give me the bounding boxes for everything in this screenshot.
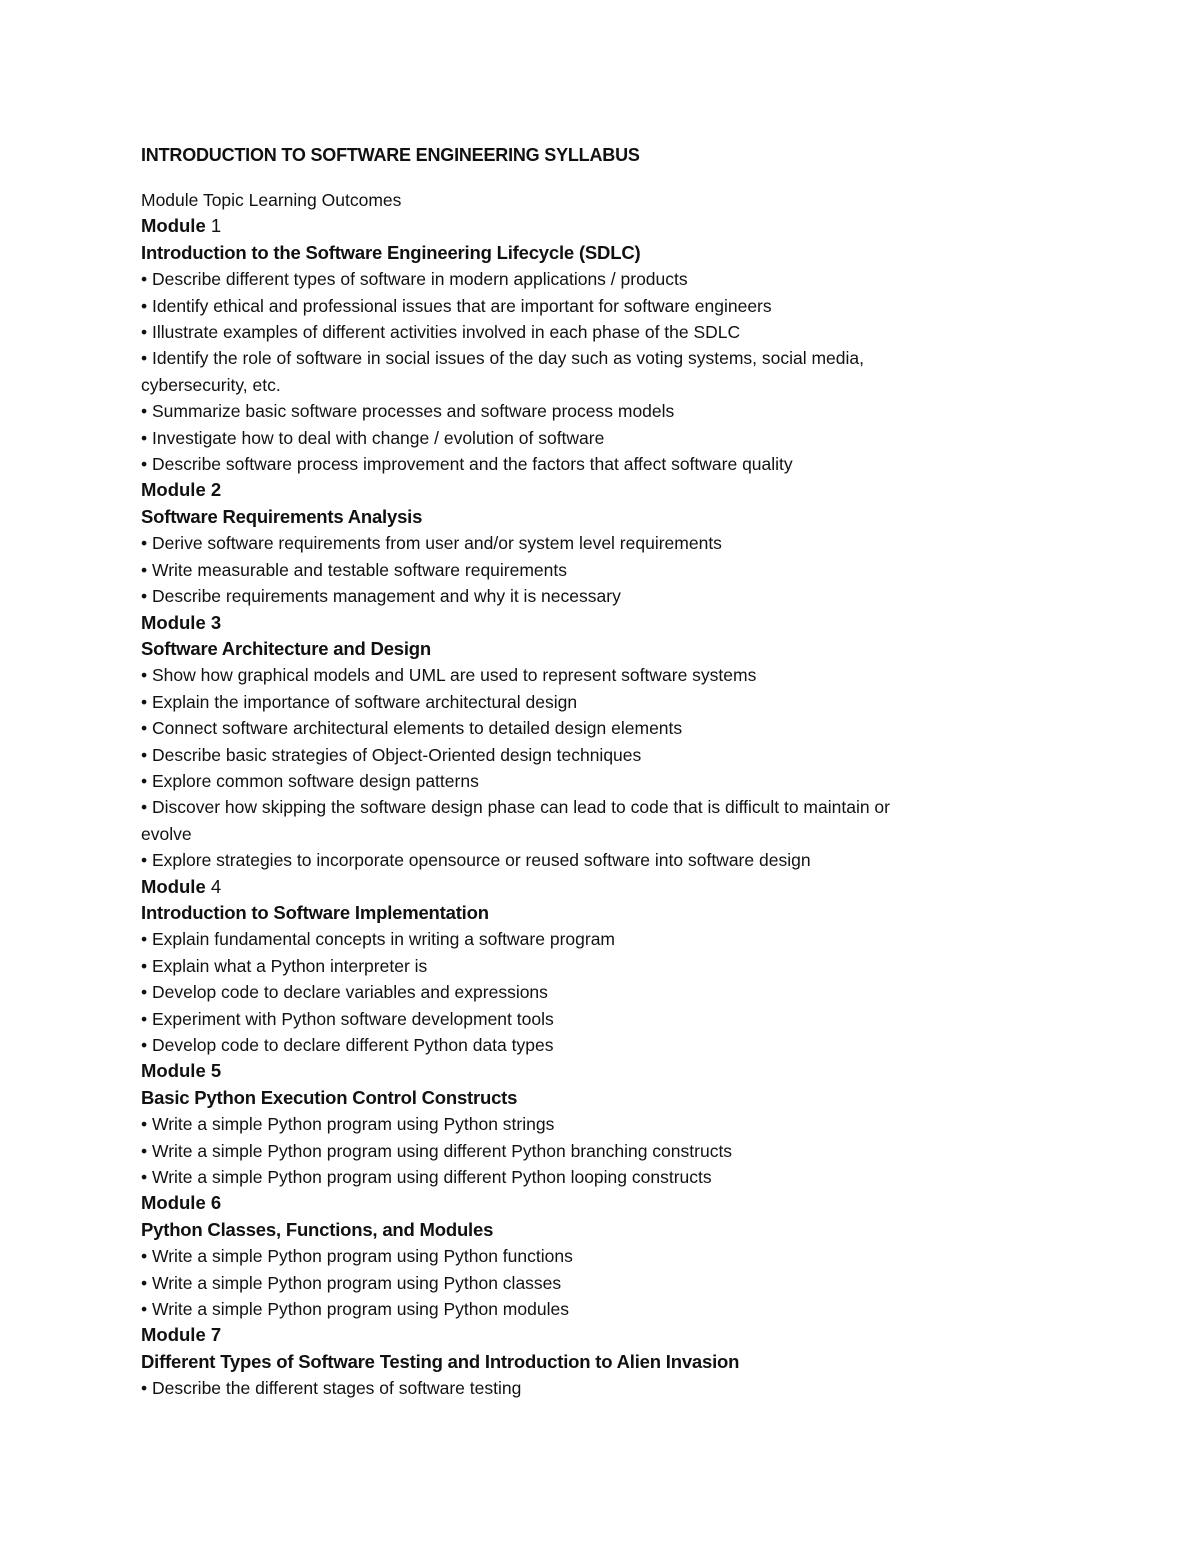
module-7-section xyxy=(141,1322,1061,1401)
learning-outcome: • Experiment with Python software development tools xyxy=(141,1008,554,1029)
module-2-section xyxy=(141,477,1061,609)
continuation-text: cybersecurity, etc. xyxy=(141,374,281,395)
learning-outcome-continuation xyxy=(141,372,1061,398)
learning-outcome: • Develop code to declare variables and expressions xyxy=(141,982,548,1003)
module-3-label xyxy=(141,610,1061,636)
learning-outcome-continuation xyxy=(141,821,1061,847)
learning-outcome: • Explain what a Python interpreter is xyxy=(141,955,428,976)
learning-outcome: • Identify ethical and professional issues that are important for software engineers xyxy=(141,295,772,316)
learning-outcome: • Develop code to declare different Python data types xyxy=(141,1035,554,1055)
learning-outcome: • Describe software process improvement and the factors that affect software quality xyxy=(141,454,793,475)
module-4-outcomes xyxy=(141,926,1061,1058)
learning-outcome: • Describe basic strategies of Object-Oriented design techniques xyxy=(141,744,642,765)
module-number: 6 xyxy=(210,1192,222,1214)
learning-outcome: • Explore common software design patterns xyxy=(141,770,479,791)
continuation-text: evolve xyxy=(141,823,192,844)
learning-outcome: • Write a simple Python program using different Python branching constructs xyxy=(141,1140,733,1161)
module-label-word: Module xyxy=(141,1192,206,1214)
learning-outcome: • Write a simple Python program using different Python looping constructs xyxy=(141,1167,712,1188)
module-1-label xyxy=(141,213,1061,239)
module-label-word: Module xyxy=(141,1060,206,1082)
module-3-title: Software Architecture and Design xyxy=(141,637,432,659)
module-4-label xyxy=(141,874,1061,900)
module-6-outcomes xyxy=(141,1243,1061,1322)
module-5-title: Basic Python Execution Control Constructs xyxy=(141,1086,518,1108)
learning-outcome: • Write a simple Python program using Python classes xyxy=(141,1272,562,1293)
module-6-label xyxy=(141,1190,1061,1216)
syllabus-page xyxy=(141,142,1061,1402)
learning-outcome: • Write measurable and testable software requirements xyxy=(141,559,568,580)
learning-outcome: • Show how graphical models and UML are used to represent software systems xyxy=(141,665,757,686)
learning-outcome: • Describe the different stages of software testing xyxy=(141,1378,522,1399)
module-label-word: Module xyxy=(141,479,206,501)
learning-outcome: • Investigate how to deal with change / evolution of software xyxy=(141,427,605,448)
learning-outcome: • Summarize basic software processes and software process models xyxy=(141,401,675,422)
module-6-section xyxy=(141,1190,1061,1322)
learning-outcome: • Derive software requirements from user and/or system level requirements xyxy=(141,533,722,554)
module-7-title: Different Types of Software Testing and Introduction to Alien Invasion xyxy=(141,1350,740,1372)
module-4-title: Introduction to Software Implementation xyxy=(141,901,489,923)
module-number: 7 xyxy=(210,1324,222,1346)
learning-outcome: • Write a simple Python program using Python modules xyxy=(141,1299,569,1320)
module-3-outcomes xyxy=(141,662,1061,873)
learning-outcome: • Explore strategies to incorporate opensource or reused software into software design xyxy=(141,850,811,871)
module-1-section xyxy=(141,213,1061,477)
module-7-outcomes xyxy=(141,1375,1061,1401)
module-number: 4 xyxy=(210,875,222,897)
module-4-section xyxy=(141,874,1061,1059)
learning-outcome: • Describe requirements management and why it is necessary xyxy=(141,586,621,607)
learning-outcome: • Explain the importance of software architectural design xyxy=(141,691,578,712)
module-6-title: Python Classes, Functions, and Modules xyxy=(141,1218,494,1240)
learning-outcome: • Illustrate examples of different activities involved in each phase of the SDLC xyxy=(141,322,741,343)
module-label-word: Module xyxy=(141,1324,206,1346)
module-1-outcomes xyxy=(141,266,1061,477)
module-number: 5 xyxy=(210,1060,222,1082)
learning-outcome: • Connect software architectural elements to detailed design elements xyxy=(141,718,683,739)
module-5-outcomes xyxy=(141,1111,1061,1190)
module-label-word: Module xyxy=(141,875,206,897)
learning-outcome: • Explain fundamental concepts in writing a software program xyxy=(141,929,616,950)
learning-outcome: • Describe different types of software in modern applications / products xyxy=(141,269,688,290)
module-label-word: Module xyxy=(141,611,206,633)
module-1-title: Introduction to the Software Engineering Lifecycle (SDLC) xyxy=(141,241,641,263)
table-header-line: Module Topic Learning Outcomes xyxy=(141,190,402,210)
module-2-title: Software Requirements Analysis xyxy=(141,505,423,527)
module-3-section xyxy=(141,610,1061,874)
learning-outcome: • Write a simple Python program using Python strings xyxy=(141,1114,555,1135)
module-5-label xyxy=(141,1058,1061,1084)
module-7-label xyxy=(141,1322,1061,1348)
document-title: INTRODUCTION TO SOFTWARE ENGINEERING SYLLABUS xyxy=(141,145,640,165)
learning-outcome: • Identify the role of software in social issues of the day such as voting systems, social media, xyxy=(141,348,864,369)
learning-outcome: • Discover how skipping the software design phase can lead to code that is difficult to maintain or xyxy=(141,797,890,818)
module-number: 1 xyxy=(210,215,222,237)
learning-outcome: • Write a simple Python program using Python functions xyxy=(141,1246,573,1267)
module-number: 2 xyxy=(210,479,222,501)
module-2-outcomes xyxy=(141,530,1061,609)
module-5-section xyxy=(141,1058,1061,1190)
module-label-word: Module xyxy=(141,215,206,237)
module-number: 3 xyxy=(210,611,222,633)
module-2-label xyxy=(141,477,1061,503)
